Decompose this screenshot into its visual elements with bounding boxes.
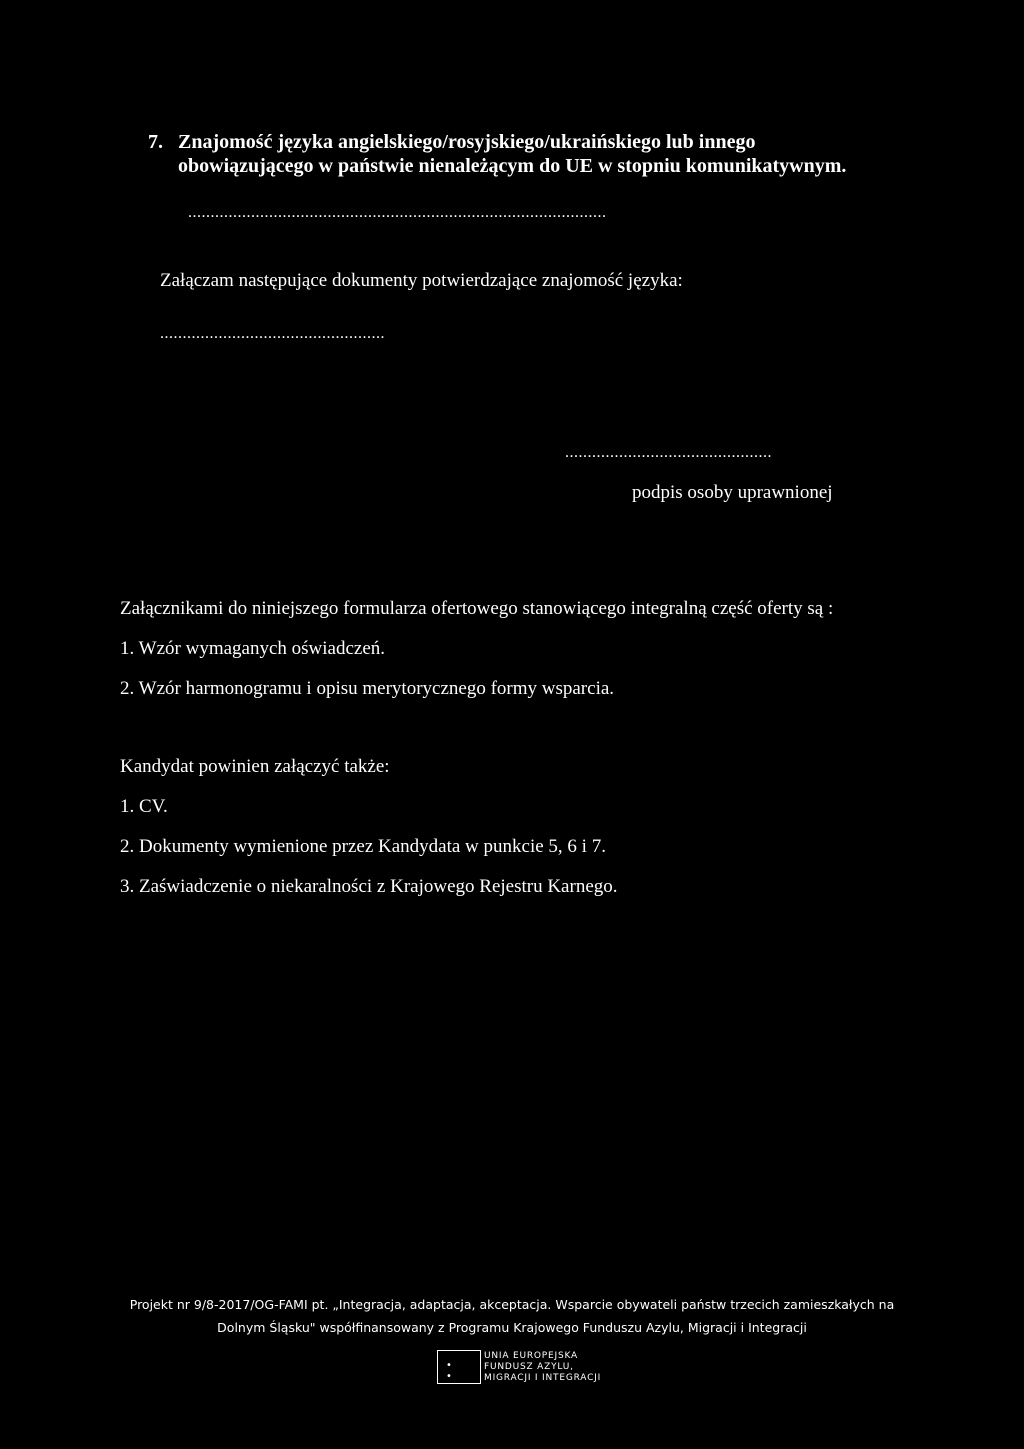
attach-docs-text: Załączam następujące dokumenty potwierdzające znajomość języka:	[160, 270, 683, 291]
candidate-intro: Kandydat powinien załączyć także:	[120, 756, 390, 777]
logo-line: FUNDUSZ AZYLU,	[484, 1362, 574, 1372]
signature-label: podpis osoby uprawnionej	[632, 482, 833, 503]
attachment-item: 2. Wzór harmonogramu i opisu merytorycznego formy wsparcia.	[120, 678, 615, 699]
candidate-item: 1. CV.	[120, 796, 168, 817]
language-answer-field[interactable]: .............................................................................................	[188, 205, 607, 221]
candidate-item: 3. Zaświadczenie o niekaralności z Krajowego Rejestru Karnego.	[120, 876, 618, 897]
eu-stars-icon: • •	[446, 1360, 460, 1382]
logo-line: MIGRACJI I INTEGRACJI	[484, 1373, 602, 1383]
section-number: 7.	[148, 131, 163, 153]
section-heading-line2: obowiązującego w państwie nienależącym do UE w stopniu komunikatywnym.	[178, 155, 847, 177]
attachments-intro: Załącznikami do niniejszego formularza ofertowego stanowiącego integralną część oferty są :	[120, 598, 834, 619]
candidate-item: 2. Dokumenty wymienione przez Kandydata w punkcie 5, 6 i 7.	[120, 836, 606, 857]
signature-line[interactable]: ..............................................	[565, 445, 772, 461]
attachment-item: 1. Wzór wymaganych oświadczeń.	[120, 638, 386, 659]
documents-answer-field[interactable]: ..................................................	[160, 326, 385, 342]
section-heading-line1: Znajomość języka angielskiego/rosyjskiego/ukraińskiego lub innego	[178, 131, 756, 153]
footer-line2: Dolnym Śląsku" współfinansowany z Programu Krajowego Funduszu Azylu, Migracji i Integracji	[217, 1320, 807, 1335]
logo-line: UNIA EUROPEJSKA	[484, 1351, 578, 1361]
eu-logo-text	[484, 1351, 601, 1384]
eu-flag-icon	[437, 1350, 481, 1384]
footer-line1: Projekt nr 9/8-2017/OG-FAMI pt. „Integracja, adaptacja, akceptacja. Wsparcie obywateli państw trzecich zamieszkałych na	[129, 1297, 895, 1312]
